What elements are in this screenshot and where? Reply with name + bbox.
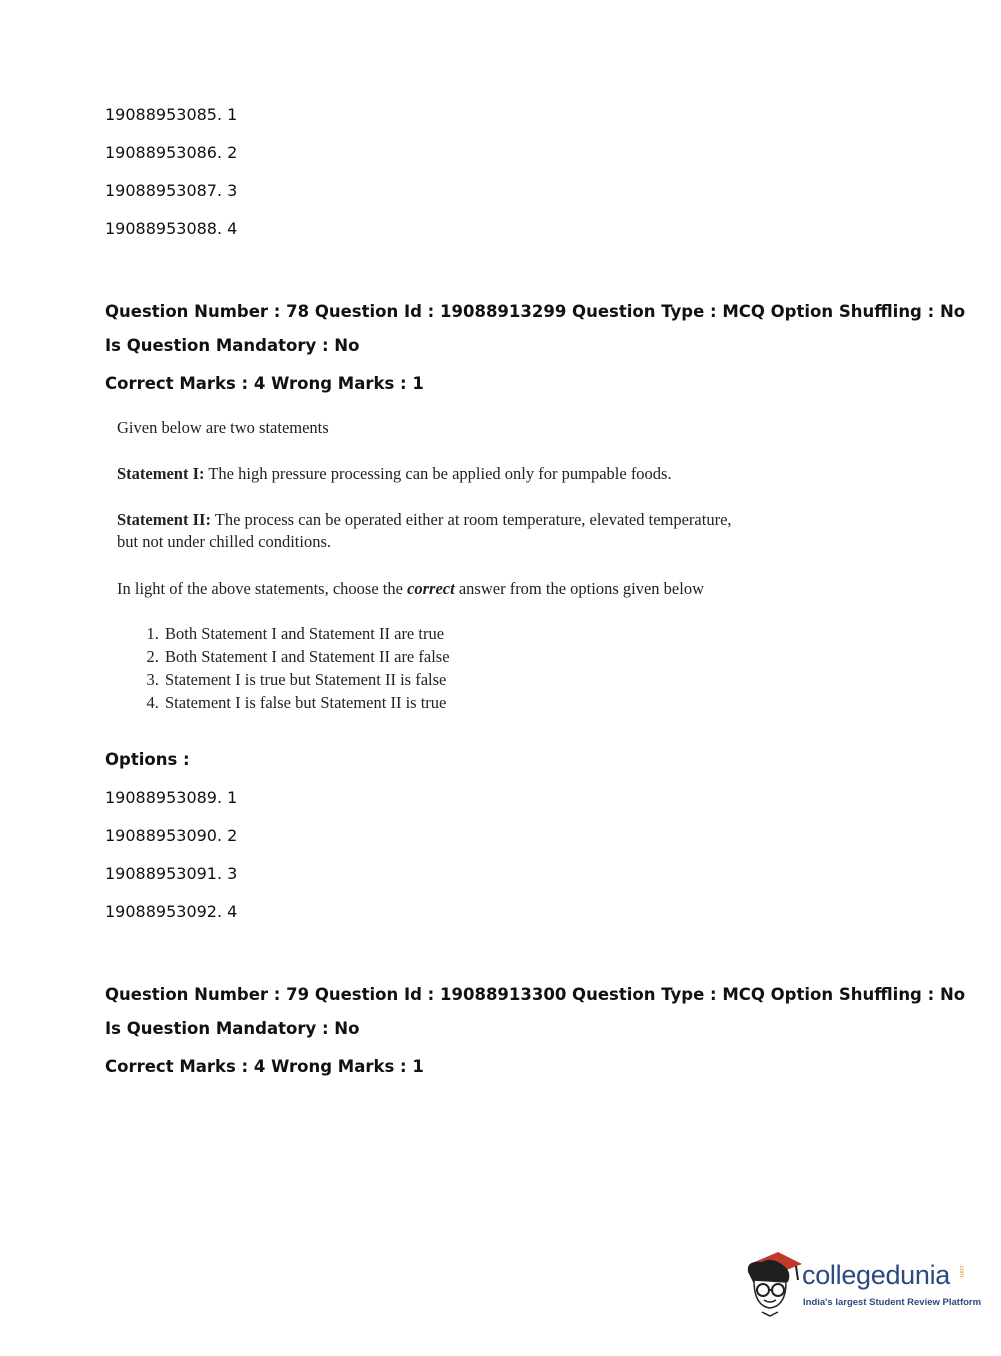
collegedunia-logo [742,1250,982,1320]
instruction-emphasis: correct [407,579,455,598]
q78-instruction [117,578,704,600]
statement-2-text: The process can be operated either at room temperature, elevated temperature, but not under chilled conditions. [117,510,732,551]
q79-marks: Correct Marks : 4 Wrong Marks : 1 [105,1057,424,1076]
prev-option-2: 19088953086. 2 [105,143,238,162]
statement-1-label: Statement I: [117,464,205,483]
statement-1-text: The high pressure processing can be applied only for pumpable foods. [204,464,672,483]
mascot-icon [742,1250,804,1320]
prev-option-3: 19088953087. 3 [105,181,238,200]
q79-mandatory: Is Question Mandatory : No [105,1019,360,1038]
q78-option-3: 19088953091. 3 [105,864,238,883]
logo-brand-text: collegedunia [802,1260,951,1290]
choice-4: 4. Statement I is false but Statement II is true [163,691,450,714]
statement-2-label: Statement II: [117,510,211,529]
choice-2: 2. Both Statement I and Statement II are false [163,645,450,668]
q78-option-4: 19088953092. 4 [105,902,238,921]
q78-statement-2 [117,509,737,553]
prev-option-4: 19088953088. 4 [105,219,238,238]
q78-statement-1 [117,463,672,485]
q78-header: Question Number : 78 Question Id : 19088913299 Question Type : MCQ Option Shuffling : No [105,302,966,321]
prev-option-1: 19088953085. 1 [105,105,238,124]
logo-com-text: .com [958,1264,964,1278]
q79-header: Question Number : 79 Question Id : 19088913300 Question Type : MCQ Option Shuffling : No [105,985,966,1004]
q78-choice-list [117,622,450,714]
q78-option-1: 19088953089. 1 [105,788,238,807]
q78-marks: Correct Marks : 4 Wrong Marks : 1 [105,374,424,393]
choice-1: 1. Both Statement I and Statement II are true [163,622,450,645]
choice-3: 3. Statement I is true but Statement II is false [163,668,450,691]
instruction-pre: In light of the above statements, choose the [117,579,408,598]
q78-mandatory: Is Question Mandatory : No [105,336,360,355]
q78-option-2: 19088953090. 2 [105,826,238,845]
q78-options-label: Options : [105,750,190,769]
q78-intro: Given below are two statements [117,418,329,437]
instruction-post: answer from the options given below [454,579,704,598]
logo-tagline: India's largest Student Review Platform [803,1297,982,1308]
